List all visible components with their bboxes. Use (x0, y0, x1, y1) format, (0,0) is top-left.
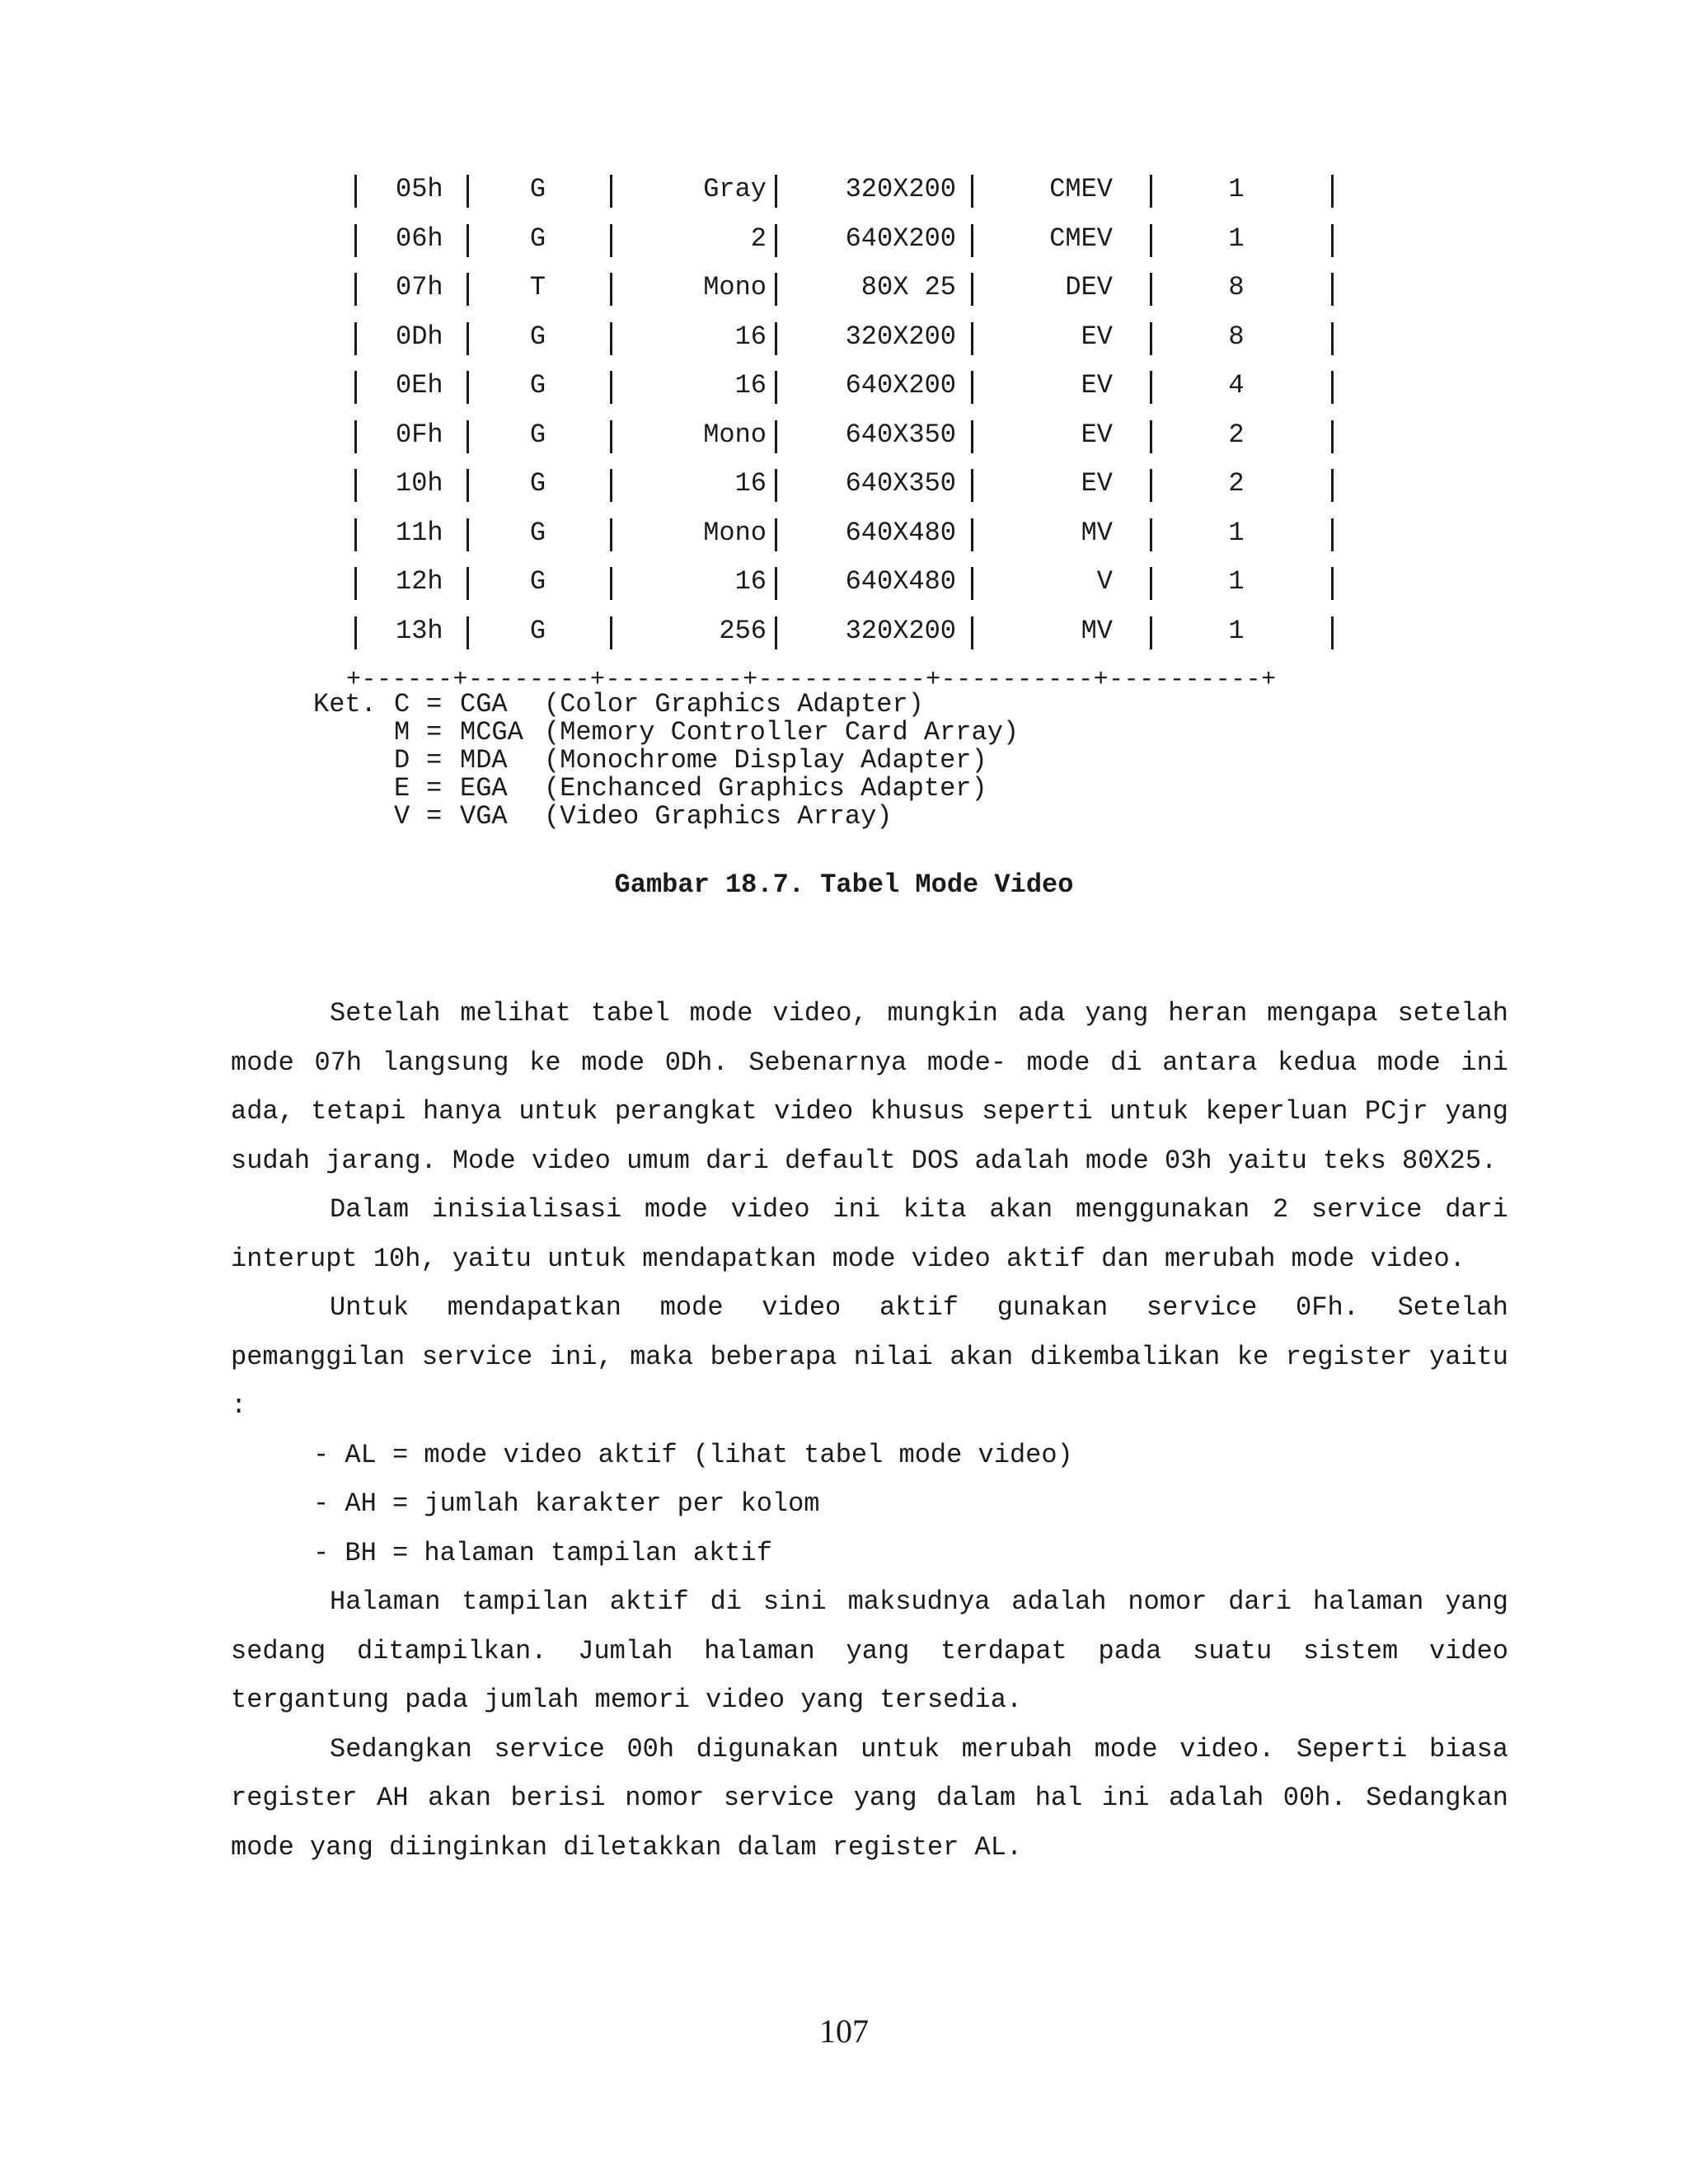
column-separator (1331, 224, 1334, 257)
legend-abbreviation: MDA (460, 745, 508, 776)
type-cell: G (529, 419, 546, 450)
column-separator (467, 175, 469, 208)
column-separator (354, 224, 357, 257)
column-separator (971, 273, 973, 306)
pages-cell: 1 (1228, 566, 1245, 597)
mode-cell: 10h (396, 468, 443, 499)
column-separator (1331, 567, 1334, 600)
column-separator (467, 567, 469, 600)
column-separator (1331, 518, 1334, 551)
column-separator (467, 322, 469, 355)
column-separator (467, 371, 469, 404)
type-cell: G (529, 223, 546, 254)
resolution-cell: 320X200 (845, 615, 956, 646)
column-separator (467, 616, 469, 649)
pages-cell: 8 (1228, 321, 1245, 352)
column-separator (1331, 616, 1334, 649)
column-separator (354, 175, 357, 208)
colors-cell: Mono (703, 517, 767, 548)
adapter-cell: DEV (1065, 272, 1113, 302)
resolution-cell: 320X200 (845, 321, 956, 352)
type-cell: G (529, 174, 546, 204)
register-list (231, 1431, 1508, 1578)
colors-cell: Gray (703, 174, 767, 204)
column-separator (775, 420, 777, 453)
legend-letter: M (394, 717, 410, 748)
column-separator (610, 420, 612, 453)
pages-cell: 1 (1228, 223, 1245, 254)
column-separator (1331, 322, 1334, 355)
column-separator (1150, 518, 1152, 551)
colors-cell: 16 (734, 370, 767, 401)
legend-abbreviation: CGA (460, 689, 508, 719)
column-separator (775, 371, 777, 404)
colors-cell: Mono (703, 272, 767, 302)
colors-cell: 2 (750, 223, 767, 254)
column-separator (775, 322, 777, 355)
column-separator (354, 567, 357, 600)
type-cell: G (529, 517, 546, 548)
legend-abbreviation: MCGA (460, 717, 523, 748)
column-separator (971, 420, 973, 453)
resolution-cell: 640X200 (845, 370, 956, 401)
legend-letter: V (394, 801, 410, 832)
resolution-cell: 640X350 (845, 468, 956, 499)
column-separator (971, 224, 973, 257)
resolution-cell: 640X480 (845, 517, 956, 548)
legend-description: (Enchanced Graphics Adapter) (544, 773, 987, 804)
adapter-cell: EV (1081, 370, 1113, 401)
adapter-cell: V (1096, 566, 1113, 597)
mode-cell: 11h (396, 517, 443, 548)
legend-description: (Monochrome Display Adapter) (544, 745, 987, 776)
column-separator (775, 518, 777, 551)
type-cell: G (529, 370, 546, 401)
column-separator (1331, 371, 1334, 404)
column-separator (467, 420, 469, 453)
legend-description: (Color Graphics Adapter) (544, 689, 924, 719)
column-separator (1150, 273, 1152, 306)
column-separator (354, 273, 357, 306)
column-separator (971, 518, 973, 551)
pages-cell: 8 (1228, 272, 1245, 302)
column-separator (610, 616, 612, 649)
mode-cell: 13h (396, 615, 443, 646)
column-separator (775, 567, 777, 600)
column-separator (775, 224, 777, 257)
mode-cell: 0Dh (396, 321, 443, 352)
column-separator (610, 273, 612, 306)
column-separator (354, 322, 357, 355)
column-separator (971, 469, 973, 502)
legend-equals: = (426, 773, 443, 804)
column-separator (971, 175, 973, 208)
resolution-cell: 640X480 (845, 566, 956, 597)
column-separator (610, 567, 612, 600)
page-number: 107 (819, 2013, 869, 2050)
legend-abbreviation: VGA (460, 801, 508, 832)
legend-letter: C (394, 689, 410, 719)
table-row (346, 218, 1352, 268)
pages-cell: 1 (1228, 174, 1245, 204)
type-cell: T (529, 272, 546, 302)
column-separator (610, 175, 612, 208)
column-separator (775, 175, 777, 208)
paragraph: Untuk mendapatkan mode video aktif gunakan service 0Fh. Setelah pemanggilan service ini, maka beberapa nilai akan dikembalikan ke register yaitu : (231, 1292, 1508, 1421)
column-separator (1150, 420, 1152, 453)
legend-equals: = (426, 745, 443, 776)
mode-cell: 0Fh (396, 419, 443, 450)
resolution-cell: 640X200 (845, 223, 956, 254)
table-row (346, 267, 1352, 316)
pages-cell: 1 (1228, 615, 1245, 646)
column-separator (775, 616, 777, 649)
legend-prefix: Ket. (313, 689, 377, 719)
column-separator (775, 469, 777, 502)
column-separator (971, 371, 973, 404)
column-separator (1150, 469, 1152, 502)
table-row (346, 513, 1352, 562)
column-separator (467, 224, 469, 257)
type-cell: G (529, 468, 546, 499)
figure-caption: Gambar 18.7. Tabel Mode Video (614, 869, 1074, 900)
adapter-cell: MV (1081, 615, 1113, 646)
legend-equals: = (426, 689, 443, 719)
legend-description: (Video Graphics Array) (544, 801, 893, 832)
pages-cell: 4 (1228, 370, 1245, 401)
column-separator (467, 273, 469, 306)
table-row (346, 463, 1352, 513)
mode-cell: 0Eh (396, 370, 443, 401)
column-separator (1150, 322, 1152, 355)
paragraph: Dalam inisialisasi mode video ini kita akan menggunakan 2 service dari interupt 10h, yaitu untuk mendapatkan mode video aktif dan merubah mode video. (231, 1194, 1508, 1274)
adapter-cell: EV (1081, 468, 1113, 499)
list-item: - BH = halaman tampilan aktif (313, 1537, 772, 1568)
colors-cell: 16 (734, 321, 767, 352)
column-separator (467, 518, 469, 551)
video-mode-table (346, 169, 1352, 659)
column-separator (610, 371, 612, 404)
pages-cell: 2 (1228, 468, 1245, 499)
column-separator (1331, 420, 1334, 453)
column-separator (610, 518, 612, 551)
table-row (346, 415, 1352, 464)
column-separator (1150, 224, 1152, 257)
pages-cell: 2 (1228, 419, 1245, 450)
column-separator (1331, 469, 1334, 502)
adapter-cell: CMEV (1049, 223, 1113, 254)
colors-cell: 16 (734, 468, 767, 499)
adapter-cell: MV (1081, 517, 1113, 548)
table-row (346, 365, 1352, 415)
mode-cell: 06h (396, 223, 443, 254)
colors-cell: 256 (719, 615, 767, 646)
column-separator (610, 469, 612, 502)
column-separator (1150, 175, 1152, 208)
legend-abbreviation: EGA (460, 773, 508, 804)
resolution-cell: 80X 25 (860, 272, 956, 302)
column-separator (1150, 371, 1152, 404)
column-separator (1331, 175, 1334, 208)
column-separator (971, 567, 973, 600)
column-separator (1150, 567, 1152, 600)
colors-cell: 16 (734, 566, 767, 597)
column-separator (354, 469, 357, 502)
paragraph: Setelah melihat tabel mode video, mungkin ada yang heran mengapa setelah mode 07h langsung ke mode 0Dh. Sebenarnya mode- mode di antara kedua mode ini ada, tetapi hanya untuk perangkat video khusus seperti untuk keperluan PCjr yang sudah jarang. Mode video umum dari default DOS adalah mode 03h yaitu teks 80X25. (231, 998, 1508, 1176)
table-bottom-border: +------+--------+---------+-----------+----------+----------+ (346, 666, 1277, 694)
resolution-cell: 640X350 (845, 419, 956, 450)
body-text (231, 989, 1508, 1872)
type-cell: G (529, 321, 546, 352)
list-item: - AH = jumlah karakter per kolom (313, 1488, 820, 1519)
column-separator (775, 273, 777, 306)
column-separator (354, 616, 357, 649)
adapter-cell: CMEV (1049, 174, 1113, 204)
legend-equals: = (426, 801, 443, 832)
mode-cell: 05h (396, 174, 443, 204)
column-separator (354, 518, 357, 551)
column-separator (1331, 273, 1334, 306)
column-separator (467, 469, 469, 502)
adapter-cell: EV (1081, 419, 1113, 450)
mode-cell: 07h (396, 272, 443, 302)
paragraph: Sedangkan service 00h digunakan untuk merubah mode video. Seperti biasa register AH akan berisi nomor service yang dalam hal ini adalah 00h. Sedangkan mode yang diinginkan diletakkan dalam register AL. (231, 1733, 1508, 1863)
legend-letter: E (394, 773, 410, 804)
table-row (346, 611, 1352, 660)
type-cell: G (529, 615, 546, 646)
column-separator (610, 322, 612, 355)
legend-description: (Memory Controller Card Array) (544, 717, 1020, 748)
mode-cell: 12h (396, 566, 443, 597)
colors-cell: Mono (703, 419, 767, 450)
adapter-cell: EV (1081, 321, 1113, 352)
legend-equals: = (426, 717, 443, 748)
column-separator (354, 371, 357, 404)
column-separator (354, 420, 357, 453)
pages-cell: 1 (1228, 517, 1245, 548)
column-separator (1150, 616, 1152, 649)
column-separator (971, 616, 973, 649)
resolution-cell: 320X200 (845, 174, 956, 204)
list-item: - AL = mode video aktif (lihat tabel mode video) (313, 1439, 1073, 1470)
table-row (346, 169, 1352, 218)
legend-letter: D (394, 745, 410, 776)
column-separator (610, 224, 612, 257)
paragraph: Halaman tampilan aktif di sini maksudnya adalah nomor dari halaman yang sedang ditampilkan. Jumlah halaman yang terdapat pada suatu sistem video tergantung pada jumlah memori video yang tersedia. (231, 1586, 1508, 1715)
type-cell: G (529, 566, 546, 597)
table-row (346, 561, 1352, 611)
table-row (346, 316, 1352, 366)
column-separator (971, 322, 973, 355)
